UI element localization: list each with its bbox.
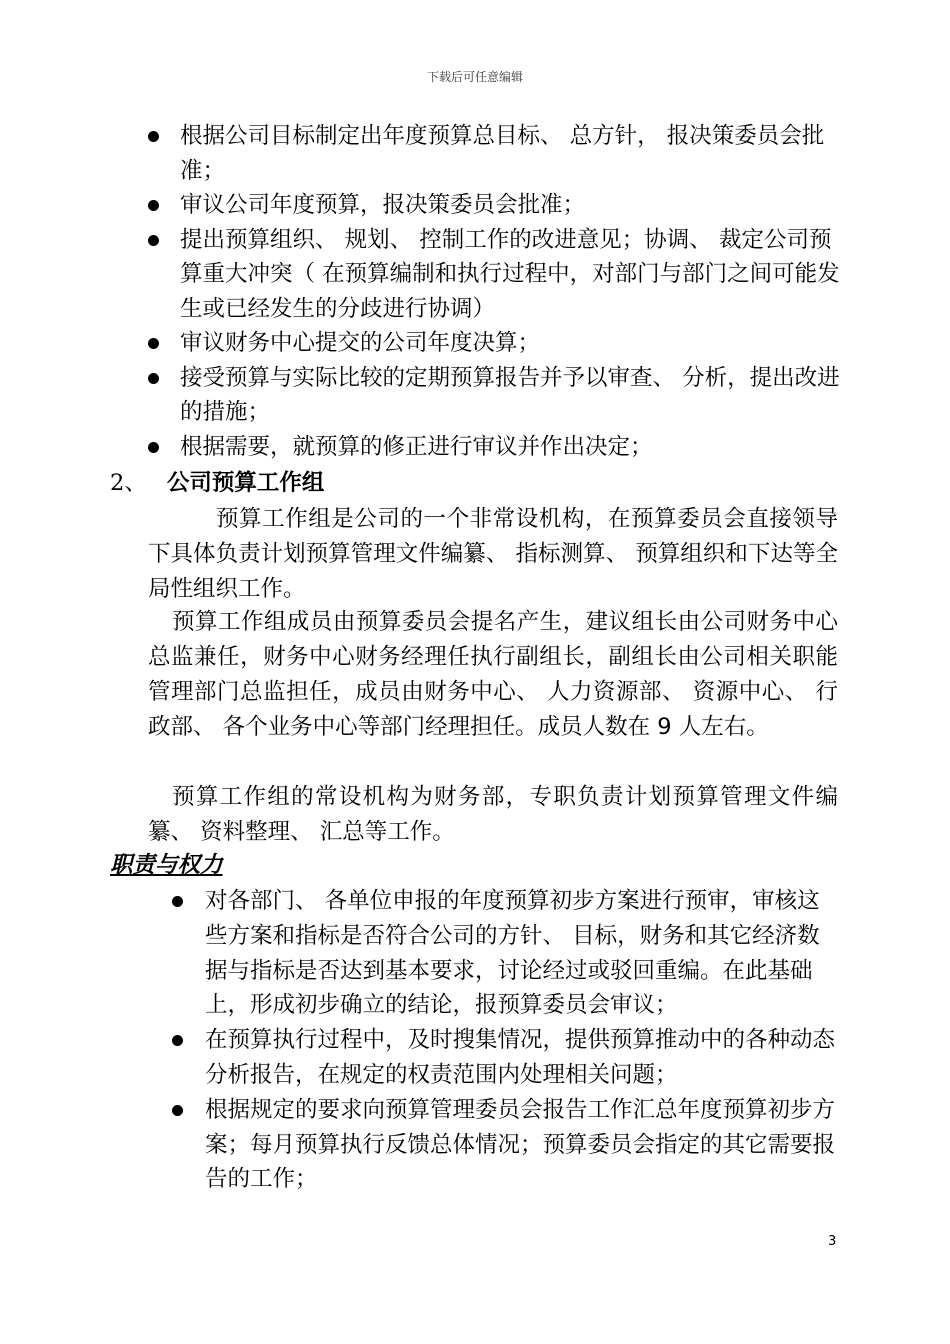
bullet-icon: [148, 338, 159, 349]
responsibility-list-top: [0, 119, 950, 464]
list-item: [0, 1023, 839, 1093]
list-item-text: 审议公司年度预算，报决策委员会批准；: [180, 192, 586, 218]
list-item-text: 提出预算组织、 规划、 控制工作的改进意见；协调、 裁定公司预算重大冲突（ 在预算编制和执行过程中，对部门与部门之间可能发生或已经发生的分歧进行协调）: [180, 226, 840, 322]
page-number: 3: [828, 1234, 837, 1249]
list-item: [0, 223, 840, 327]
list-item-text: 在预算执行过程中，及时搜集情况，提供预算推动中的各种动态分析报告，在规定的权责范围内处理相关问题；: [205, 1027, 836, 1088]
bullet-icon: [172, 896, 183, 907]
list-item-text: 根据规定的要求向预算管理委员会报告工作汇总年度预算初步方案；每月预算执行反馈总体情况；预算委员会指定的其它需要报告的工作；: [205, 1096, 836, 1193]
paragraph-intro: 预算工作组是公司的一个非常设机构，在预算委员会直接领导下具体负责计划预算管理文件编纂、 指标测算、 预算组织和下达等全局性组织工作。: [148, 506, 838, 602]
list-item: [0, 326, 840, 361]
bullet-icon: [148, 442, 159, 453]
list-item: [0, 884, 839, 1023]
section-number: 2、: [110, 470, 147, 496]
responsibility-list-bottom: [0, 884, 950, 1197]
list-item-text: 对各部门、 各单位申报的年度预算初步方案进行预审，审核这些方案和指标是否符合公司的方针、 目标，财务和其它经济数据与指标是否达到基本要求，讨论经过或驳回重编。在此基础上，形成初步确立的结论，报预算委员会审议；: [205, 888, 820, 1019]
list-item: [0, 188, 840, 223]
header-note: 下载后可任意编辑: [426, 70, 523, 84]
paragraph-standing-body: 预算工作组的常设机构为财务部，专职负责计划预算管理文件编纂、 资料整理、 汇总等工作。: [148, 784, 838, 845]
list-item-text: 根据需要，就预算的修正进行审议并作出决定；: [180, 433, 653, 460]
section-title: 公司预算工作组: [166, 470, 325, 496]
list-item: [0, 119, 840, 188]
list-item: [0, 361, 840, 430]
list-item-text: 根据公司目标制定出年度预算总目标、 总方针， 报决策委员会批准；: [180, 123, 825, 184]
list-item-text: 接受预算与实际比较的定期预算报告并予以审查、 分析，提出改进的措施；: [180, 364, 840, 425]
sub-heading: 职责与权力: [110, 852, 223, 878]
list-item: [0, 430, 840, 465]
bullet-icon: [148, 373, 159, 384]
section-heading: [110, 466, 324, 500]
bullet-icon: [148, 235, 159, 246]
bullet-icon: [148, 131, 159, 142]
bullet-icon: [172, 1105, 183, 1116]
bullet-icon: [172, 1035, 183, 1046]
paragraph-members: 预算工作组成员由预算委员会提名产生，建议组长由公司财务中心总监兼任，财务中心财务经理任执行副组长，副组长由公司相关职能管理部门总监担任，成员由财务中心、 人力资源部、 资源中心、 行政部、 各个业务中心等部门经理担任。成员人数在 9 人左右。: [148, 609, 838, 740]
bullet-icon: [148, 200, 159, 211]
list-item: [0, 1093, 839, 1197]
list-item-text: 审议财务中心提交的公司年度决算；: [180, 330, 541, 356]
